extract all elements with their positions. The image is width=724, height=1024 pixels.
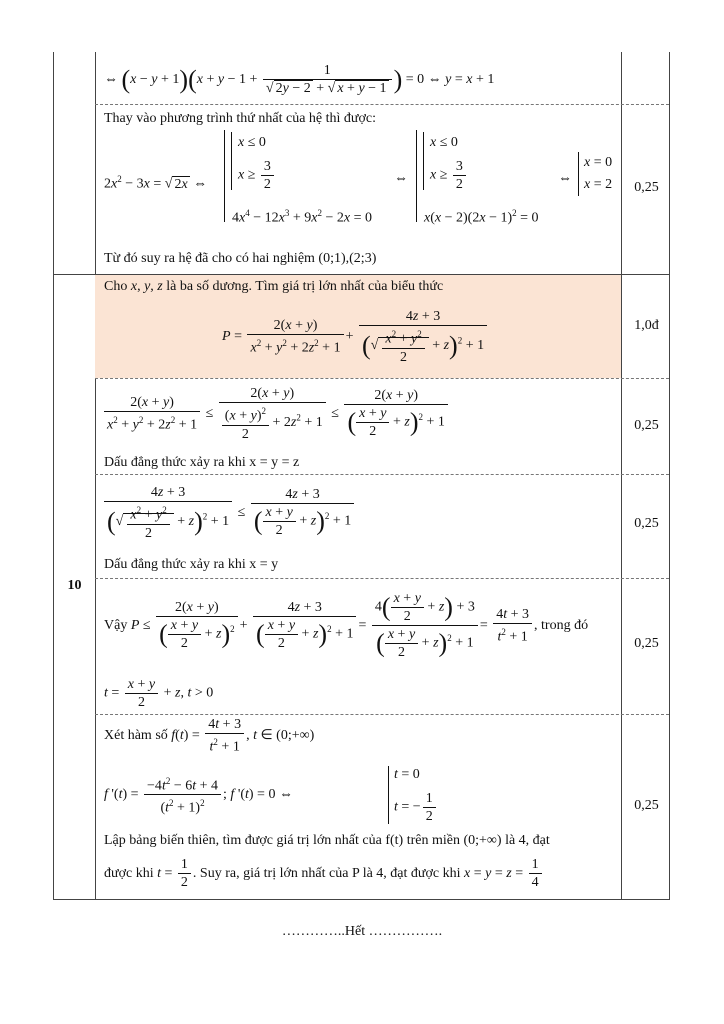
row1-equation: ⇔ (x − y + 1)(x + y − 1 + $\frac{1}{√ 2y - 2 + √ x + y - 1}$ ) = 0 ⇔ y = x + 1 <box>104 63 495 97</box>
step1-note: Dấu đẳng thức xảy ra khi x = y = z <box>104 455 300 470</box>
step3-score: 0,25 <box>634 636 659 651</box>
row2-lhs: $2x^2 - 3x$ = √ 2x ⇔ <box>104 174 208 192</box>
row2-intro: Thay vào phương trình thứ nhất của hệ thì được: <box>104 111 377 126</box>
step3-t-def: t = $\frac{x + y}{2}$ + z, t > 0 <box>104 677 214 710</box>
step1-score: 0,25 <box>634 418 659 433</box>
step2-score: 0,25 <box>634 516 659 531</box>
step4-function: Xét hàm số f(t) = $\frac{4t + 3}{t^2 + 1}$ , t ∈ (0;+∞) <box>104 717 315 755</box>
step4-text-line1: Lập bảng biến thiên, tìm được giá trị lớn nhất của f(t) trên miền (0;+∞) là 4, đạt <box>104 833 550 848</box>
q10-P-expression: P = $\frac{2(x + y)}{x^2 + y^2 + 2z^2 + 1}$ + 4z + 3 (√ $\frac{x^2 + y^2}{2}$ + z)$^2$ + 1 <box>222 300 489 374</box>
row2-root1: x = 0 <box>584 155 613 170</box>
row2-case2: x ≥ $\frac{3}{2}$ <box>238 158 276 193</box>
row2-case4: x ≤ 0 <box>430 135 458 150</box>
row2-case6: $x(x - 2)(2x - 1)^2 = 0$ <box>424 208 539 226</box>
row2-score: 0,25 <box>634 180 659 195</box>
row2-conclusion: Từ đó suy ra hệ đã cho có hai nghiệm (0;1),(2;3) <box>104 251 377 266</box>
end-footer: …………..Hết ……………. <box>281 924 443 939</box>
q10-prompt: Cho x, y, z là ba số dương. Tìm giá trị lớn nhất của biểu thức <box>104 279 444 294</box>
step4-derivative: f '(t) = $\frac{-4t^2 - 6t + 4}{(t^2 + 1)^2}$ ; f '(t) = 0 ⇔ <box>104 770 293 820</box>
step4-text-line2: được khi t = $\frac{1}{2}$ . Suy ra, giá trị lớn nhất của P là 4, đạt được khi x = y = z = $\frac{1}{4}$ <box>104 856 544 892</box>
step2-note: Dấu đẳng thức xảy ra khi x = y <box>104 557 279 572</box>
step4-root2: t = − $\frac{1}{2}$ <box>394 790 438 825</box>
step4-root1: t = 0 <box>394 767 420 782</box>
step4-score: 0,25 <box>634 798 659 813</box>
row2-root2: x = 2 <box>584 177 613 192</box>
row2-case1: x ≤ 0 <box>238 135 266 150</box>
q10-score-total: 1,0đ <box>634 318 659 333</box>
question-number: 10 <box>67 578 82 593</box>
step3-equation: Vậy P ≤ 2(x + y) ( $\frac{x + y}{2}$ + z)$^2$ + 4z + 3 ( $\frac{x + y}{2}$ + z)$^2$ + 1 = 4( $\frac{x + y}{2}$ + z) + 3 ( $\frac{x + y}{2}$ + z)$^2$ + 1 = $\frac{4t + 3}{t^2 + 1}$ , trong đó <box>104 591 589 661</box>
solution-table: ⇔ (x − y + 1)(x + y − 1 + $\frac{1}{√ 2y - 2 + √ x + y - 1}$ ) = 0 ⇔ y = x + 1 Thay vào phương trình thứ nhất của hệ thì được: $2x^2 - 3x$ = √ 2x ⇔ x ≤ 0 x ≥ $\frac{3}{2}$ $4x^4 - 12x^3 + 9x^2 - 2x = 0$ ⇔ x ≤ 0 x ≥ $\frac{3}{2}$ $x(x - 2)(2x - 1)^2 = 0$ ⇔ x = 0 x = 2 Từ đó suy ra hệ đã cho có hai nghiệm (0;1),(2;3) 0,25 Cho x, y, z là ba số dương. Tìm giá trị lớn nhất của biểu thức P = $\frac{2(x + y)}{x^2 + y^2 + 2z^2 + 1}$ + 4z + 3 (√ $\frac{x^2 + y^2}{2}$ + z)$^2$ + 1 1,0đ $\frac{2(x + y)}{x^2 + y^2 + 2z^2 + 1}$ ≤ 2(x + y) $\frac{(x + y)^2}{2}$ + $2z^2 + 1$ ≤ 2(x + y) ( $\frac{x + y}{2}$ + z)$^2$ + 1 Dấu đẳng thức xảy ra khi x = y = z 0,25 4z + 3 (√ $\frac{x^2 + y^2}{2}$ + z)$^2$ + 1 ≤ 4z + 3 ( $\frac{x + y}{2}$ + z)$^2$ + 1 Dấu đẳng thức xảy ra khi x = y 0,25 10 Vậy P ≤ 2(x + y) ( $\frac{x + y}{2}$ + z)$^2$ + 4z + 3 ( $\frac{x + y}{2}$ + z)$^2$ + 1 = 4( $\frac{x + y}{2}$ + z) + 3 ( $\frac{x + y}{2}$ + z)$^2$ + 1 = $\frac{4t + 3}{t^2 + 1}$ , trong đó t = $\frac{x + y}{2}$ + z, t > 0 0,25 Xét hàm số f(t) = $\frac{4t + 3}{t^2 + 1}$ , t ∈ (0;+∞) f '(t) = $\frac{-4t^2 - 6t + 4}{(t^2 + 1)^2}$ ; f '(t) = 0 ⇔ t = 0 t = − $\frac{1}{2}$ Lập bảng biến thiên, tìm được giá trị lớn nhất của f(t) trên miền (0;+∞) là 4, đạt được khi t = $\frac{1}{2}$ . Suy ra, giá trị lớn nhất của P là 4, đạt được khi x = y = z = $\frac{1}{4}$ 0,25 <box>53 52 670 900</box>
step1-equation: $\frac{2(x + y)}{x^2 + y^2 + 2z^2 + 1}$ ≤ 2(x + y) $\frac{(x + y)^2}{2}$ + $2z^2 + 1$ ≤ 2(x + y) ( $\frac{x + y}{2}$ + z)$^2$ + 1 <box>102 380 450 448</box>
step2-equation: 4z + 3 (√ $\frac{x^2 + y^2}{2}$ + z)$^2$ + 1 ≤ 4z + 3 ( $\frac{x + y}{2}$ + z)$^2$ + 1 <box>102 478 356 548</box>
row2-case3: $4x^4 - 12x^3 + 9x^2 - 2x = 0$ <box>232 208 372 226</box>
row2-case5: x ≥ $\frac{3}{2}$ <box>430 158 468 193</box>
